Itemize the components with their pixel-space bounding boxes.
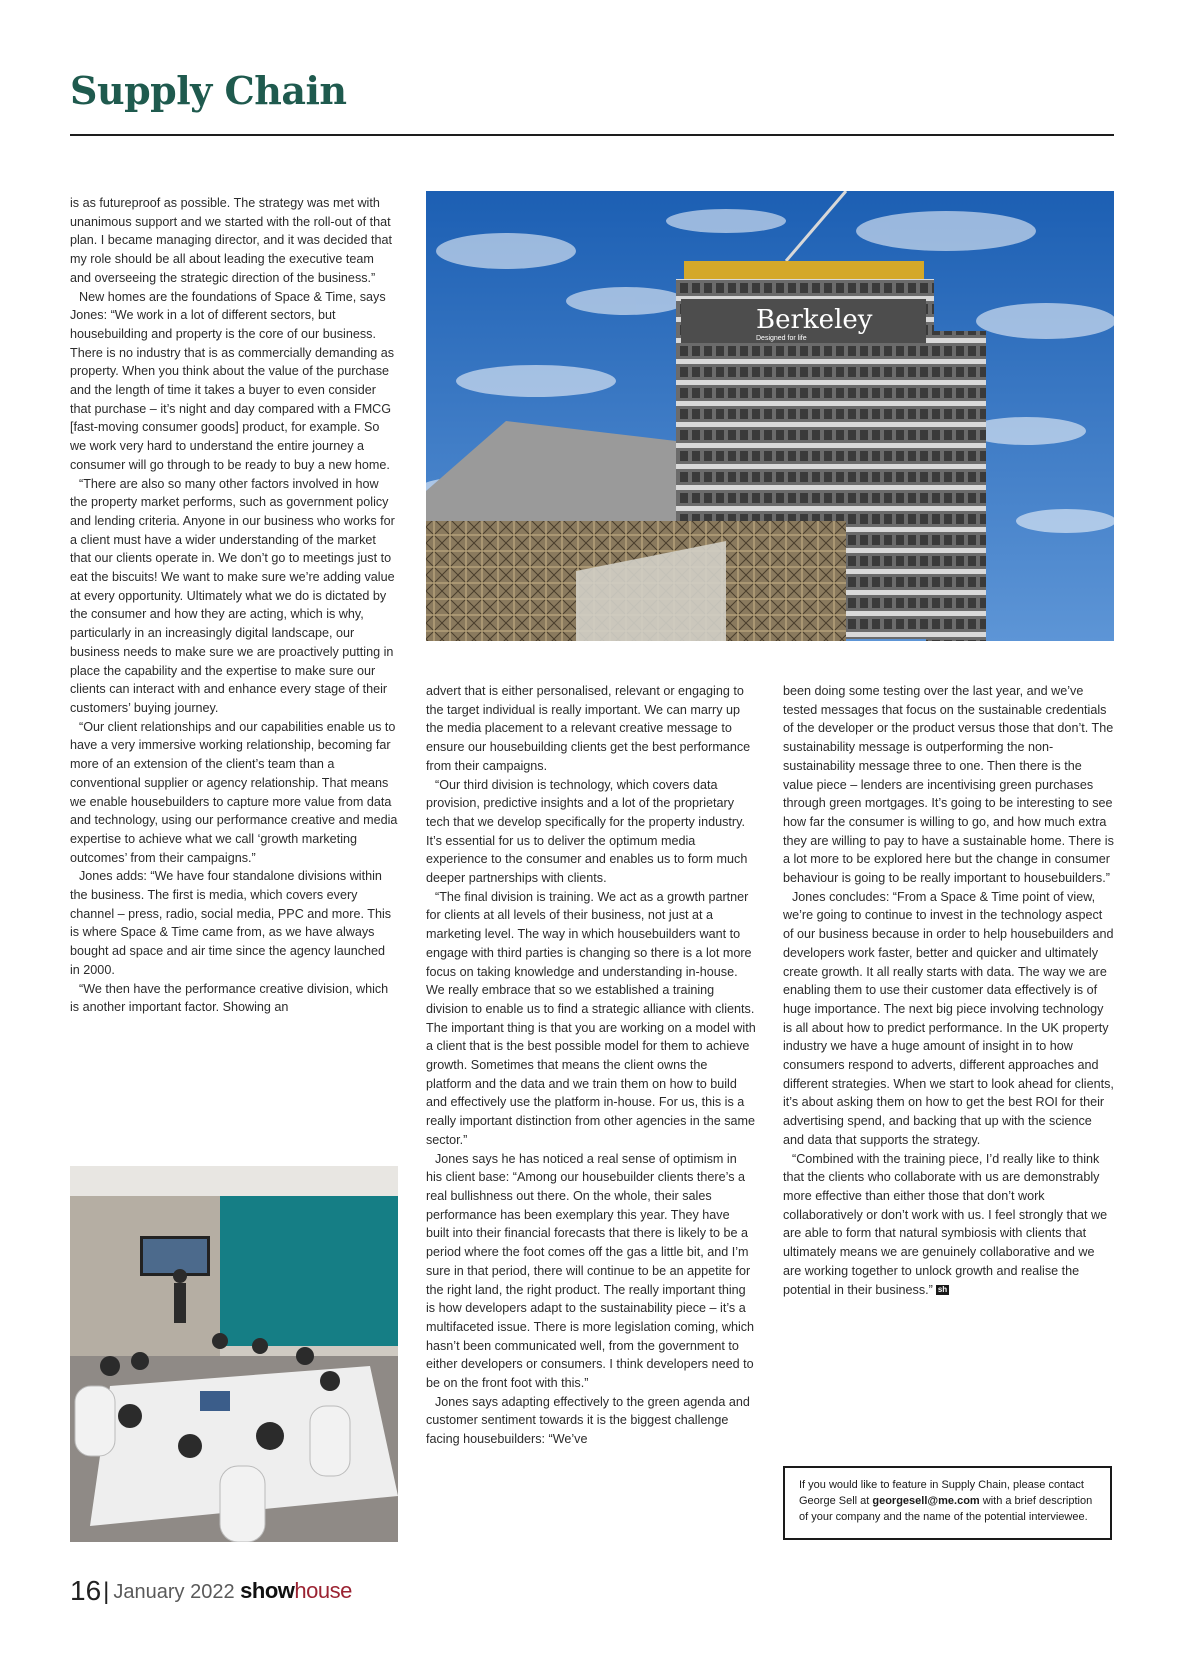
- end-mark-icon: sh: [937, 1284, 948, 1294]
- paragraph: Jones adds: “We have four standalone divisions within the business. The first is media, which covers every channel – press, radio, social media, PPC and more. This is where Space & Time came from, as we have always bought ad space and air time since the agency launched in 2000.: [70, 869, 392, 977]
- feature-box-line-1: If you would like to feature in Supply Chain, please contact: [799, 1479, 1084, 1491]
- sign-tagline: Designed for life: [756, 335, 807, 342]
- paragraph: [783, 1150, 1114, 1300]
- article-column-3: [783, 682, 1114, 1299]
- office-training-photo: [70, 1166, 398, 1542]
- paragraph: “Our client relationships and our capabilities enable us to have a very immersive working relationship, becoming far more of an extension of the client’s team than a conventional supplier or agency relationship. That means we enable housebuilders to capture more value from data and technology, using our performance creative and media expertise to achieve what we call ‘growth marketing outcomes’ from their campaigns.”: [70, 719, 398, 865]
- feature-box-text: George Sell at: [799, 1494, 873, 1507]
- feature-box-text: with a brief description: [979, 1494, 1093, 1507]
- paragraph: advert that is either personalised, relevant or engaging to the target individual is really important. We can marry up the media placement to a relevant creative message to ensure our housebuilding clients get the best performance from their campaigns.: [426, 684, 751, 773]
- paragraph: Jones says adapting effectively to the green agenda and customer sentiment towards it is the biggest challenge facing housebuilders: “We’ve: [426, 1394, 750, 1447]
- footer-separator: |: [103, 1578, 110, 1605]
- sign-brand: Berkeley: [756, 305, 873, 335]
- paragraph: Jones says he has noticed a real sense of optimism in his client base: “Among our housebuilder clients there’s a real bullishness out there. On the whole, their sales performance has been exemplary this year. They have built into their financial forecasts that there is likely to be a period where the foot comes off the gas a little bit, and I’m sure in that period, there will continue to be an appetite for the right land, the right product. The really important thing is how developers adapt to the sustainability piece – it’s a multifaceted issue. There is more legislation coming, which hasn’t been communicated well, from the government to either developers or consumers. I think developers need to be on the front foot with this.”: [426, 1151, 755, 1391]
- brand-logo-show: show: [240, 1578, 295, 1603]
- paragraph: is as futureproof as possible. The strategy was met with unanimous support and we started with the roll-out of that plan. I became managing director, and it was decided that my role should be all about leading the executive team and overseeing the strategic direction of the business.”: [70, 196, 393, 285]
- section-title: Supply Chain: [70, 68, 347, 113]
- page-footer: [70, 1575, 352, 1607]
- article-column-1: [70, 194, 398, 1017]
- building-construction-photo: [426, 191, 1114, 641]
- feature-invitation-box: [783, 1466, 1112, 1540]
- contact-email: georgesell@me.com: [872, 1494, 980, 1507]
- feature-box-line-3: of your company and the name of the potential interviewee.: [799, 1510, 1088, 1523]
- title-divider: [70, 134, 1114, 136]
- feature-box-line-2: [799, 1494, 1096, 1510]
- paragraph: Jones concludes: “From a Space & Time point of view, we’re going to continue to invest in the technology aspect of our business because in order to help housebuilders and developers work faster, better and quicker and ultimately create growth. It all really starts with data. The way we are enabling them to use their customer data effectively is of huge importance. The next big piece involving technology is all about how to predict performance. In the UK property industry we have a huge amount of insight in to how consumers respond to adverts, different approaches and different strategies. When we start to look ahead for clients, it’s about asking them on how to get the best ROI for their advertising spend, and backing that up with the science and data that supports the strategy.: [783, 889, 1114, 1147]
- paragraph: “The final division is training. We act as a growth partner for clients at all levels of their business, not just at a marketing level. The way in which housebuilders want to engage with third parties is changing so there is a lot more focus on taking knowledge and understanding in-house. We really embrace that so we established a training division to enable us to find a strategic alliance with clients. The important thing is that you are working on a model with a client that is the best possible model for them to achieve growth. Sometimes that means the client owns the platform and the data and we train them on how to build and effectively use the platform in-house. For us, this is a really important distinction from other agencies in the same sector.”: [426, 889, 756, 1147]
- paragraph: “We then have the performance creative division, which is another important factor. Showing an: [70, 981, 389, 1015]
- paragraph: New homes are the foundations of Space & Time, says Jones: “We work in a lot of different sectors, but housebuilding and property is the core of our business. There is no industry that is as commercially demanding as property. When you think about the value of the purchase and the length of time it takes a buyer to even consider that purchase – it’s night and day compared with a FMCG [fast-moving consumer goods] product, for example. So we work very hard to understand the entire journey a consumer will go through to be ready to buy a new home.: [70, 289, 395, 472]
- paragraph: “There are also so many other factors involved in how the property market performs, such as government policy and lending criteria. Anyone in our business who works for a client must have a wider understanding of the market that our clients operate in. We don’t go to meetings just to eat the biscuits! We want to make sure we’re adding value at every opportunity. Ultimately what we do is dictated by the consumer and how they are acting, which is why, particularly in an increasingly digital landscape, our business needs to make sure we are proactively putting in place the capability and the expertise to make sure our clients can interact with and enhance every stage of their customers’ buying journey.: [70, 476, 395, 715]
- paragraph: been doing some testing over the last year, and we’ve tested messages that focus on the sustainable credentials of the developer or the product versus those that don’t. The sustainability message is outperforming the non-sustainability message three to one. Then there is the value piece – lenders are incentivising green purchases through green mortgages. It’s going to be interesting to see how far the consumer is willing to go, and how much extra they are willing to pay to have a sustainable home. There is a lot more to be explored here but the change in consumer behaviour is going to be really important to housebuilders.”: [783, 684, 1114, 886]
- issue-date: January 2022: [113, 1581, 235, 1603]
- paragraph: “Our third division is technology, which covers data provision, predictive insights and a lot of the proprietary tech that we develop specifically for the property industry. It’s essential for us to deliver the optimum media experience to the consumer and enables us to form much deeper partnerships with clients.: [426, 777, 748, 886]
- article-column-2: [426, 682, 756, 1449]
- brand-logo-house: house: [294, 1578, 352, 1603]
- page-number: 16: [70, 1575, 102, 1606]
- paragraph-text: “Combined with the training piece, I’d really like to think that the clients who collaborate with us are demonstrably more effective than either those that don’t work collaboratively or don’t work with us. I feel strongly that we are able to form that natural symbiosis with clients that ultimately means we are genuinely collaborative and we are working together to unlock growth and realise the potential in their business.”: [783, 1151, 1108, 1297]
